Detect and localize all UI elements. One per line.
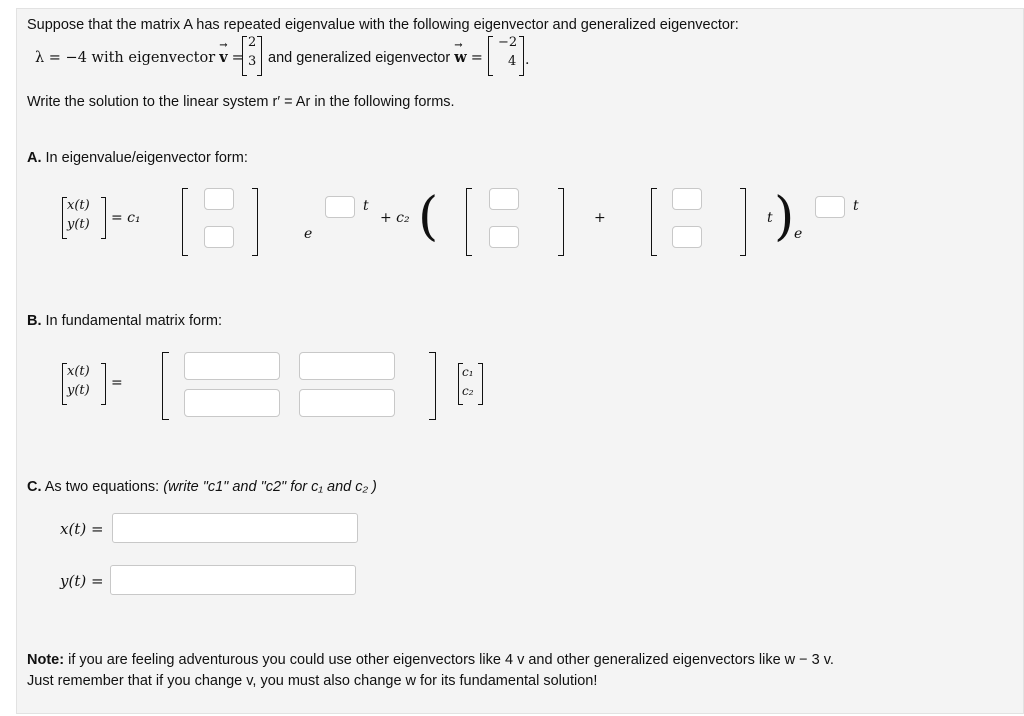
a-vec2-input-2[interactable] [489,226,519,248]
a-vec2-left-bracket [466,188,472,256]
b-matrix-input-21[interactable] [184,389,280,417]
a-t-2: t [767,210,773,226]
b-c1: c₁ [462,365,474,379]
b-eq: = [111,375,123,391]
b-matrix-input-11[interactable] [184,352,280,380]
a-plus: + [594,210,606,226]
a-vec1-left-bracket [182,188,188,256]
c-y-label: y(t) = [60,572,104,590]
a-vec1-right-bracket [252,188,258,256]
a-t-3: t [853,198,859,214]
part-c-heading: C. As two equations: (write "c1" and "c2" for c₁ and c₂ ) [27,479,377,495]
w-entry-2: 4 [508,54,517,69]
a-xt: x(t) [67,198,90,213]
a-vec1-input-2[interactable] [204,226,234,248]
v-right-bracket [257,36,262,76]
c-y-input[interactable] [110,565,356,595]
w-entry-1: −2 [498,35,518,50]
c-x-label: x(t) = [60,520,104,538]
b-matrix-input-12[interactable] [299,352,395,380]
b-c2: c₂ [462,384,474,398]
b-xy-right-bracket [101,363,106,405]
w-symbol: → w [454,49,466,66]
period: . [525,52,530,68]
v-entry-2: 3 [248,54,257,69]
part-b-heading: B. In fundamental matrix form: [27,313,223,329]
a-xy-right-bracket [101,197,106,239]
instruction-text: Write the solution to the linear system r′ = Ar in the following forms. [27,94,455,110]
v-entry-1: 2 [248,35,257,50]
part-a-heading: A. In eigenvalue/eigenvector form: [27,150,248,166]
a-yt: y(t) [67,217,90,232]
note-line-1: Note: if you are feeling adventurous you could use other eigenvectors like 4 v and other generalized eigenvectors like w − 3 v. [27,652,834,668]
a-e-2: e [794,226,803,242]
c-x-input[interactable] [112,513,358,543]
generalized-text: and generalized eigenvector → w = [268,49,483,66]
b-matrix-input-22[interactable] [299,389,395,417]
b-matrix-left-bracket [162,352,169,420]
b-c-right-bracket [478,363,483,405]
eigenvalue-text: λ = −4 with eigenvector → v = [35,49,244,66]
a-vec2-input-1[interactable] [489,188,519,210]
b-matrix-right-bracket [429,352,436,420]
a-vec3-input-2[interactable] [672,226,702,248]
a-vec1-input-1[interactable] [204,188,234,210]
a-t-1: t [363,198,369,214]
v-symbol: → v [219,49,227,66]
intro-text: Suppose that the matrix A has repeated eigenvalue with the following eigenvector and generalized eigenvector: [27,17,739,33]
a-plus-c2: + c₂ [380,210,410,226]
a-e-1: e [304,226,313,242]
a-vec2-right-bracket [558,188,564,256]
w-right-bracket [519,36,524,76]
b-xt: x(t) [67,364,90,379]
note-line-2: Just remember that if you change v, you must also change w for its fundamental solution! [27,673,598,689]
a-exponent-input-1[interactable] [325,196,355,218]
a-vec3-left-bracket [651,188,657,256]
a-eq-c1: = c₁ [111,210,141,226]
a-left-paren: ( [418,187,439,247]
a-exponent-input-2[interactable] [815,196,845,218]
v-left-bracket [242,36,247,76]
a-vec3-input-1[interactable] [672,188,702,210]
a-right-paren: ) [774,187,795,247]
b-yt: y(t) [67,383,90,398]
w-left-bracket [488,36,493,76]
a-vec3-right-bracket [740,188,746,256]
